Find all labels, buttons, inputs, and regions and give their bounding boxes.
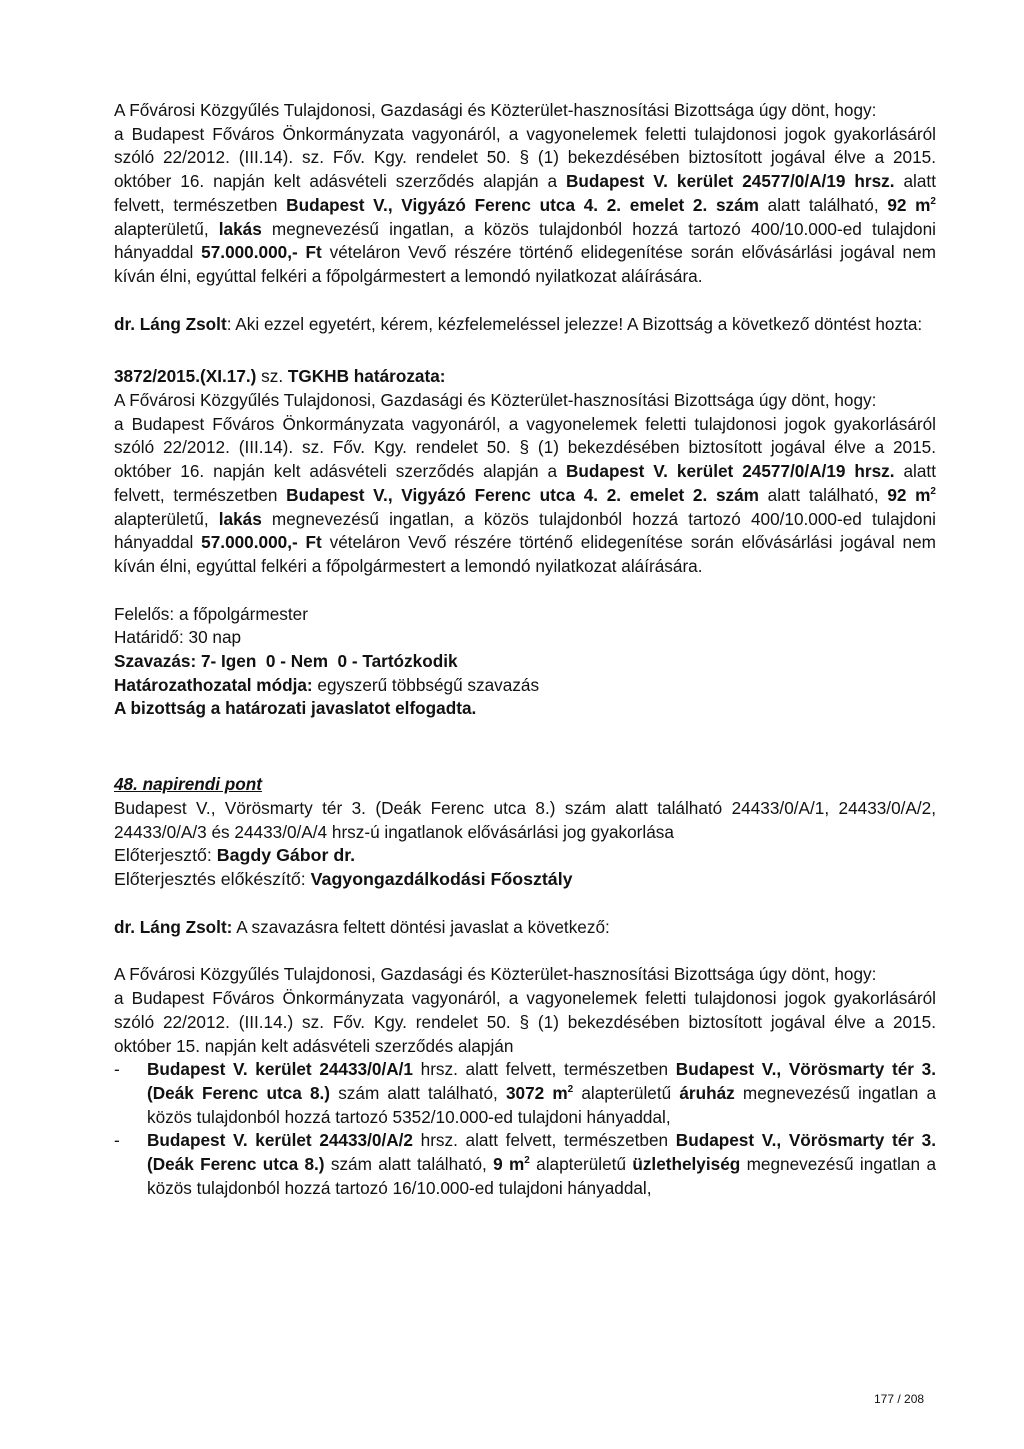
parcel-id: Budapest V. kerület 24433/0/A/1: [147, 1059, 413, 1080]
text-run: megnevezésű ingatlan, a közös tulajdonból hozzá tartozó 400/10.000-ed tulajdoni hányaddal: [114, 218, 936, 263]
agenda-description: Budapest V., Vörösmarty tér 3. (Deák Ferenc utca 8.) szám alatt található 24433/0/A/1, 24433/0/A/2, 24433/0/A/3 és 24433/0/A/4 hrsz-ú ingatlanok elővásárlási jog gyakorlása: [114, 797, 936, 842]
text-run: vételáron Vevő részére történő elidegenítése során elővásárlási jogával nem kíván élni, egyúttal felkéri a főpolgármestert a lemondó nyilatkozat aláírására.: [114, 532, 936, 576]
decision-intro: A Fővárosi Közgyűlés Tulajdonosi, Gazdasági és Közterület-hasznosítási Bizottsága úgy dönt, hogy:: [114, 964, 877, 985]
area-exponent: 2: [930, 485, 936, 497]
text-run: szám alatt található,: [330, 1082, 506, 1103]
text-run: a Budapest Főváros Önkormányzata vagyonáról, a vagyonelemek feletti tulajdonosi jogok gyakorlásáról szóló 22/2012. (III.14). sz. Főv. Kgy. rendelet 50. § (1) bekezdésében biztosított jogával élve a 2015. október 16. napján kelt adásvételi szerződés alapján a: [114, 413, 936, 482]
speech-text: A szavazásra feltett döntési javaslat a következő:: [232, 916, 610, 937]
presenter-name: Bagdy Gábor dr.: [216, 845, 356, 866]
method-label: Határozathozatal módja:: [114, 674, 313, 695]
responsible: Felelős: a főpolgármester: [114, 603, 308, 624]
text-run: megnevezésű ingatlan, a közös tulajdonból hozzá tartozó 400/10.000-ed tulajdoni hányaddal: [114, 508, 936, 553]
decision-body: [114, 123, 936, 289]
text-run: alapterületű,: [114, 218, 219, 239]
list-item: [114, 1058, 936, 1129]
text-run: alatt található,: [758, 484, 888, 505]
text-run: megnevezésű ingatlan a közös tulajdonból hozzá tartozó 5352/10.000-ed tulajdoni hányaddal,: [147, 1082, 937, 1127]
property-type: áruház: [679, 1082, 735, 1103]
text-run: hrsz. alatt felvett, természetben: [412, 1059, 676, 1080]
text-run: szám alatt található,: [324, 1154, 494, 1175]
price: 57.000.000,- Ft: [201, 532, 322, 553]
deadline: Határidő: 30 nap: [114, 627, 242, 648]
decision-body: a Budapest Főváros Önkormányzata vagyonáról, a vagyonelemek feletti tulajdonosi jogok gyakorlásáról szóló 22/2012. (III.14.) sz. Főv. Kgy. rendelet 50. § (1) bekezdésében biztosított jogával élve a 2015. október 15. napján kelt adásvételi szerződés alapján: [114, 988, 936, 1056]
speech-text: : Aki ezzel egyetért, kérem, kézfelemeléssel jelezze! A Bizottság a következő döntést hozta:: [226, 313, 923, 334]
list-item: [114, 1129, 936, 1200]
area-value: 92 m: [887, 194, 931, 215]
resolution-label: TGKHB határozata:: [287, 366, 446, 387]
decision-body: [114, 413, 936, 579]
area-exponent: 2: [930, 195, 936, 207]
area-value: 92 m: [887, 484, 931, 505]
parcel-id: Budapest V. kerület 24577/0/A/19 hrsz.: [566, 171, 895, 192]
method-value: egyszerű többségű szavazás: [312, 674, 540, 695]
parcel-id: Budapest V. kerület 24577/0/A/19 hrsz.: [566, 461, 895, 482]
accepted-statement: [114, 697, 936, 721]
accepted-text: A bizottság a határozati javaslatot elfogadta.: [114, 698, 477, 719]
text-run: sz.: [256, 366, 288, 387]
area-exponent: 2: [524, 1155, 530, 1167]
area-value: 3072 m: [505, 1082, 568, 1103]
preparer: [114, 868, 936, 892]
address: Budapest V., Vörösmarty tér 3. (Deák Ferenc utca 8.): [147, 1130, 936, 1175]
speech-2: [114, 916, 936, 940]
preparer-name: Vagyongazdálkodási Főosztály: [310, 868, 573, 889]
list-dash: -: [114, 1059, 120, 1080]
area: [887, 195, 936, 215]
decision-intro: A Fővárosi Közgyűlés Tulajdonosi, Gazdasági és Közterület-hasznosítási Bizottsága úgy dönt, hogy:: [114, 390, 877, 411]
agenda-heading: [114, 773, 936, 797]
property-type: üzlethelyiség: [632, 1154, 741, 1175]
text-run: a Budapest Főváros Önkormányzata vagyonáról, a vagyonelemek feletti tulajdonosi jogok gyakorlásáról szóló 22/2012. (III.14). sz. Főv. Kgy. rendelet 50. § (1) bekezdésében biztosított jogával élve a 2015. október 16. napján kelt adásvételi szerződés alapján a: [114, 123, 936, 192]
area: [493, 1154, 530, 1174]
text-run: megnevezésű ingatlan a közös tulajdonból hozzá tartozó 16/10.000-ed tulajdoni hányaddal,: [147, 1154, 936, 1198]
resolution-number: 3872/2015.(XI.17.): [114, 366, 257, 387]
decision-method: [114, 674, 936, 698]
text-run: alapterületű: [529, 1154, 633, 1175]
text-run: alapterületű: [573, 1082, 680, 1103]
presenter: [114, 844, 936, 868]
address: Budapest V., Vigyázó Ferenc utca 4. 2. emelet 2. szám: [286, 194, 759, 215]
agenda-heading-text: 48. napirendi pont: [114, 774, 263, 795]
vote-count: Szavazás: 7- Igen 0 - Nem 0 - Tartózkodik: [114, 651, 458, 672]
document-page: [114, 99, 936, 1200]
text-run: alatt felvett, természetben: [114, 171, 936, 215]
page-number: 177 / 208: [874, 1392, 925, 1406]
list-dash: -: [114, 1130, 120, 1151]
resolution-title: [114, 365, 936, 389]
decision-intro: A Fővárosi Közgyűlés Tulajdonosi, Gazdasági és Közterület-hasznosítási Bizottsága úgy dönt, hogy:: [114, 100, 877, 120]
address: Budapest V., Vörösmarty tér 3. (Deák Ferenc utca 8.): [147, 1059, 936, 1103]
property-list: [114, 1058, 936, 1200]
presenter-label: Előterjesztő:: [114, 845, 217, 866]
text-run: alapterületű,: [114, 508, 219, 529]
property-type: lakás: [218, 508, 262, 529]
area-exponent: 2: [567, 1083, 574, 1095]
text-run: vételáron Vevő részére történő elidegenítése során elővásárlási jogával nem kíván élni, egyúttal felkéri a főpolgármestert a lemondó nyilatkozat aláírására.: [114, 242, 936, 286]
text-run: alatt található,: [758, 194, 888, 215]
address: Budapest V., Vigyázó Ferenc utca 4. 2. emelet 2. szám: [286, 484, 759, 505]
area: [506, 1083, 573, 1103]
speaker-name: dr. Láng Zsolt:: [114, 916, 233, 937]
speech-1: [114, 313, 936, 337]
vote-result: [114, 650, 936, 674]
text-run: hrsz. alatt felvett, természetben: [412, 1130, 676, 1151]
text-run: alatt felvett, természetben: [114, 461, 936, 505]
price: 57.000.000,- Ft: [201, 242, 322, 263]
property-type: lakás: [218, 218, 262, 239]
parcel-id: Budapest V. kerület 24433/0/A/2: [147, 1130, 413, 1151]
area-value: 9 m: [493, 1154, 525, 1175]
area: [887, 485, 936, 505]
preparer-label: Előterjesztés előkészítő:: [114, 868, 311, 889]
speaker-name: dr. Láng Zsolt: [114, 313, 227, 334]
